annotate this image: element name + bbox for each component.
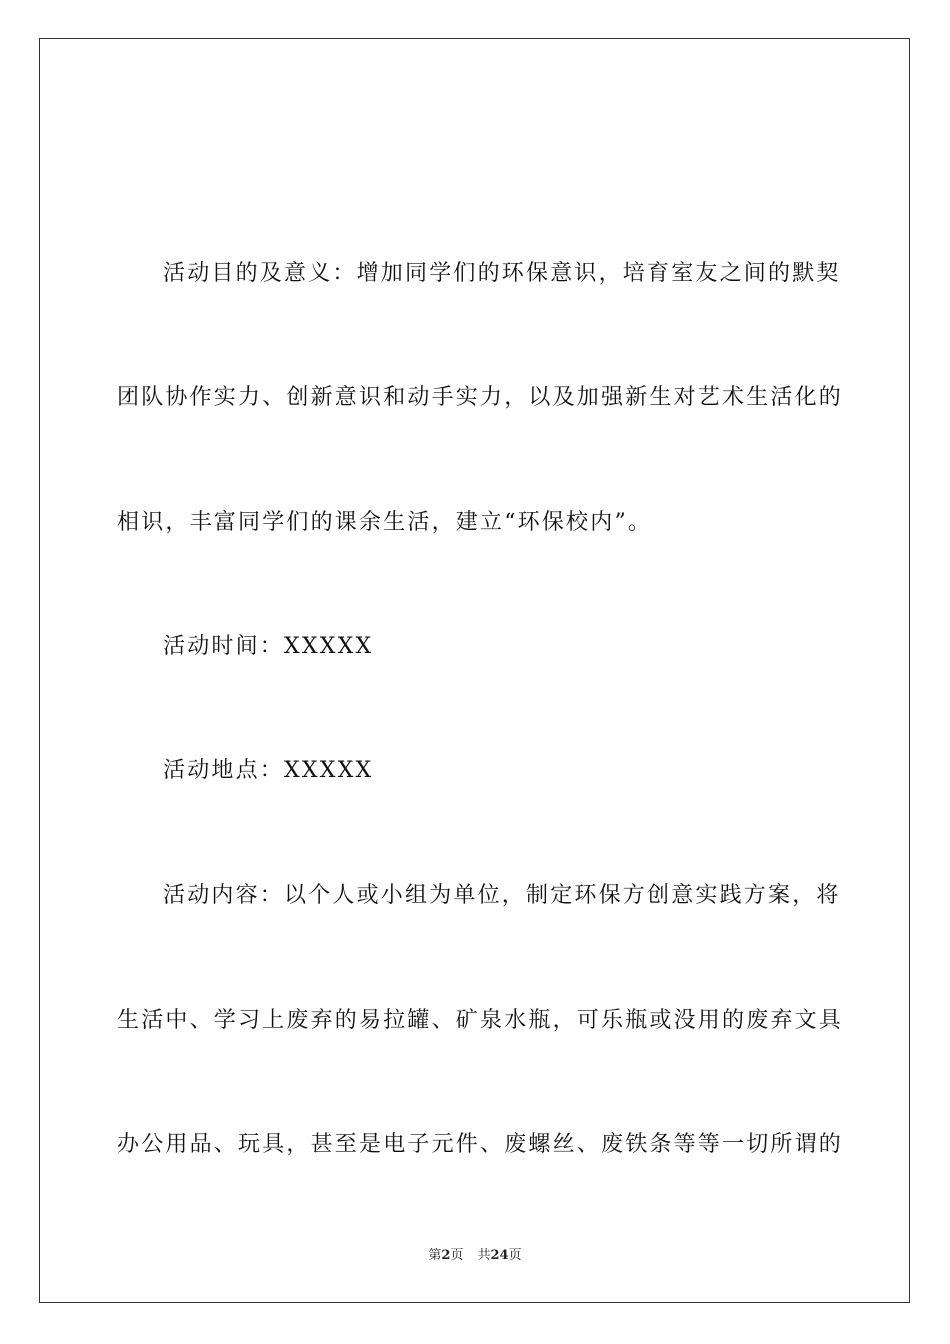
paragraph-purpose-line-1: 活动目的及意义：增加同学们的环保意识，培育室友之间的默契 xyxy=(163,261,841,286)
page-border xyxy=(39,38,910,1303)
footer-page-suffix: 页 xyxy=(450,1248,464,1263)
activity-location-line: 活动地点：XXXXX xyxy=(163,758,374,783)
page-footer xyxy=(0,1247,950,1265)
paragraph-content-line-1: 活动内容：以个人或小组为单位，制定环保方创意实践方案，将 xyxy=(163,883,841,908)
paragraph-content-line-2: 生活中、学习上废弃的易拉罐、矿泉水瓶，可乐瓶或没用的废弃文具 xyxy=(117,1008,844,1033)
footer-total-pages: 24 xyxy=(490,1248,509,1263)
footer-total-suffix: 页 xyxy=(508,1248,522,1263)
footer-page-prefix: 第 xyxy=(428,1248,442,1263)
paragraph-purpose-line-3: 相识，丰富同学们的课余生活，建立“环保校内”。 xyxy=(117,510,653,535)
footer-total-prefix: 共 xyxy=(477,1248,491,1263)
activity-time-line: 活动时间：XXXXX xyxy=(163,634,374,659)
paragraph-content-line-3: 办公用品、玩具，甚至是电子元件、废螺丝、废铁条等等一切所谓的 xyxy=(117,1132,844,1157)
paragraph-purpose-line-2: 团队协作实力、创新意识和动手实力，以及加强新生对艺术生活化的 xyxy=(117,385,844,410)
footer-page-number: 2 xyxy=(441,1248,451,1263)
